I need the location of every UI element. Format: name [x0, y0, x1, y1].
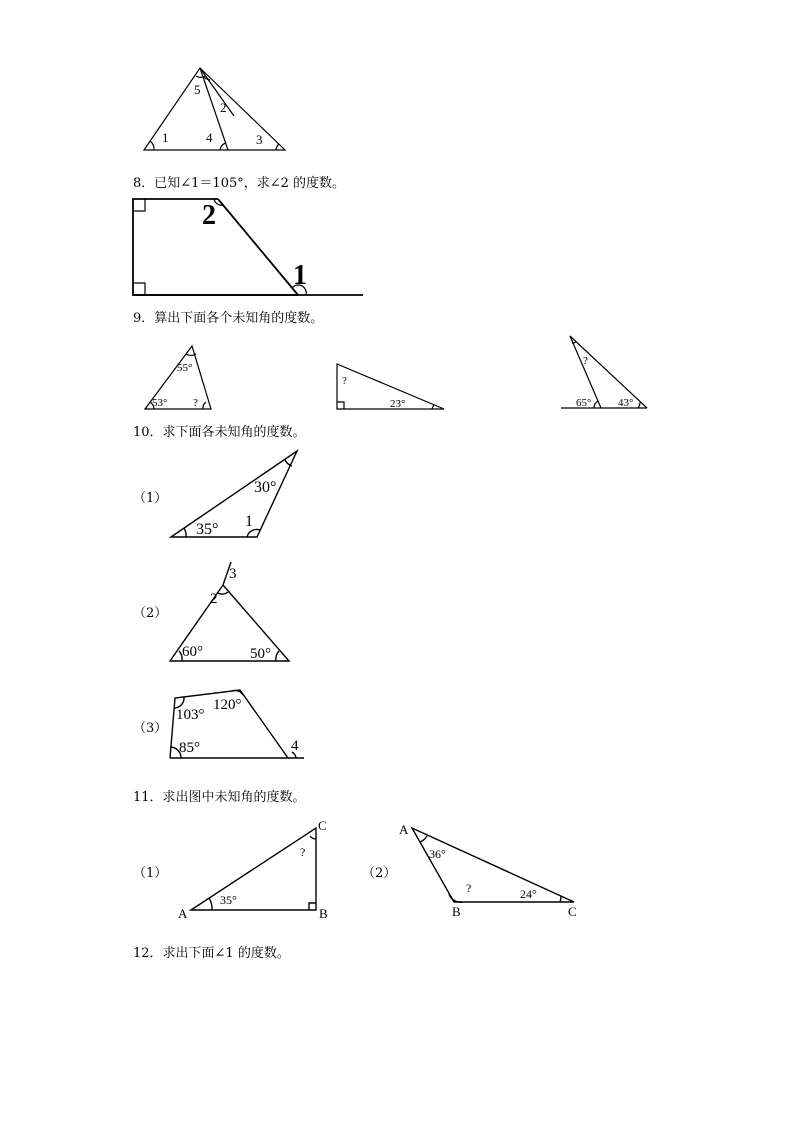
angle-43-label: 43° [618, 397, 634, 409]
question-8: 8．已知∠1＝105°，求∠2 的度数。 [133, 176, 346, 191]
question-9: 9．算出下面各个未知角的度数。 [133, 311, 324, 326]
vertex-c-label: C [318, 818, 327, 833]
angle-50-label: 50° [250, 646, 271, 662]
unknown-angle-label: ? [466, 881, 472, 895]
figure-right-triangle-abc [176, 814, 336, 924]
angle-53-label: 53° [152, 397, 168, 409]
question-12: 12．求出下面∠1 的度数。 [133, 946, 290, 961]
angle-3-label: 3 [229, 566, 237, 582]
figure-triangle-exterior-3 [166, 560, 294, 664]
unknown-angle-label: ? [300, 845, 306, 859]
part-2-label: （2） [362, 866, 397, 881]
angle-1-label: 1 [293, 260, 307, 291]
angle-30-label: 30° [254, 479, 277, 496]
question-10: 10．求下面各未知角的度数。 [133, 425, 306, 440]
part-1-label: （1） [133, 491, 168, 506]
angle-36-label: 36° [429, 847, 446, 861]
angle-4-label: 4 [291, 738, 299, 754]
figure-exterior-angle-triangle [558, 332, 652, 412]
part-2-label: （2） [133, 606, 168, 621]
angle-4-label: 4 [206, 130, 213, 145]
angle-1-label: 1 [162, 130, 169, 145]
figure-obtuse-triangle-30-35 [168, 448, 302, 542]
figure-quadrilateral [166, 686, 308, 762]
unknown-angle-label: ? [342, 375, 347, 387]
figure-right-triangle-23 [334, 360, 448, 414]
vertex-c-label: C [568, 904, 577, 919]
part-3-label: （3） [133, 721, 168, 736]
angle-35-label: 35° [220, 893, 237, 907]
figure-obtuse-triangle-abc [396, 818, 586, 922]
vertex-b-label: B [452, 904, 461, 919]
unknown-angle-label: ? [193, 397, 198, 409]
angle-23-label: 23° [390, 398, 406, 410]
vertex-a-label: A [399, 822, 409, 837]
part-1-label: （1） [133, 866, 168, 881]
angle-55-label: 55° [177, 362, 193, 374]
figure-trapezoid [128, 194, 368, 300]
angle-103-label: 103° [176, 707, 205, 723]
angle-5-label: 5 [194, 82, 201, 97]
angle-2-label: 2 [210, 591, 218, 607]
unknown-angle-label: ? [583, 355, 588, 367]
angle-120-label: 120° [213, 697, 242, 713]
vertex-b-label: B [319, 906, 328, 921]
angle-24-label: 24° [520, 887, 537, 901]
question-11: 11．求出图中未知角的度数。 [133, 790, 306, 805]
angle-65-label: 65° [576, 397, 592, 409]
figure-triangle-angles-1-5 [140, 64, 290, 156]
angle-1-label: 1 [245, 513, 253, 530]
vertex-a-label: A [178, 906, 188, 921]
angle-85-label: 85° [179, 740, 200, 756]
figure-triangle-55-53 [140, 342, 215, 412]
angle-60-label: 60° [182, 644, 203, 660]
angle-2-label: 2 [202, 200, 216, 231]
angle-2-label: 2 [220, 100, 227, 115]
angle-3-label: 3 [256, 132, 263, 147]
angle-35-label: 35° [196, 521, 219, 538]
